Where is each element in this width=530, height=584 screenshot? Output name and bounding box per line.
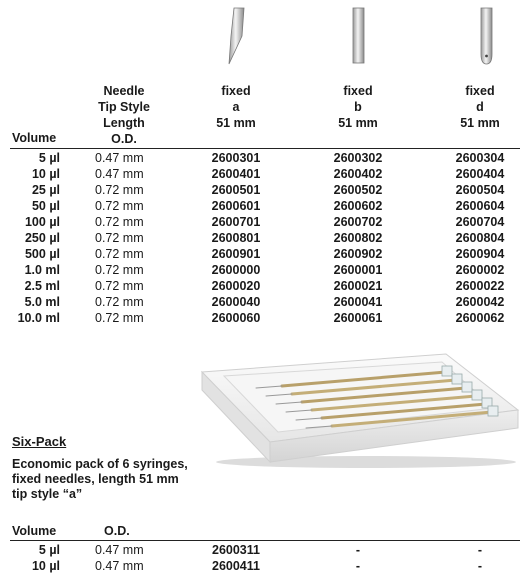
table-row (0, 246, 530, 262)
part-number-b: 2600802 (333, 231, 383, 245)
od-cell: 0.72 mm (95, 199, 144, 213)
part-number-b: 2600402 (333, 167, 383, 181)
sixpack-title: Six-Pack (12, 434, 67, 449)
volume-cell: 100 µl (24, 215, 60, 229)
table-row (0, 294, 530, 310)
sixpack-desc-line2: fixed needles, length 51 mm (12, 472, 179, 486)
od-cell: 0.72 mm (95, 263, 144, 277)
volume-cell: 250 µl (24, 231, 60, 245)
sixpack-desc-line1: Economic pack of 6 syringes, (12, 457, 188, 471)
part-number-d: - (477, 559, 483, 573)
table-row (0, 166, 530, 182)
sixpack-od-header: O.D. (104, 524, 130, 538)
part-number-d: 2600904 (455, 247, 505, 261)
volume-cell: 5.0 ml (24, 295, 60, 309)
column-tip: a (232, 100, 240, 114)
column-length: 51 mm (338, 116, 378, 130)
part-number-a: 2600401 (211, 167, 261, 181)
od-cell: 0.72 mm (95, 231, 144, 245)
table-row (0, 558, 530, 574)
part-number-a: 2600411 (212, 559, 260, 573)
volume-cell: 1.0 ml (24, 263, 60, 277)
table-row (0, 198, 530, 214)
needle-header (82, 83, 166, 147)
od-cell: 0.72 mm (95, 295, 144, 309)
column-style: fixed (343, 84, 373, 98)
od-cell: 0.47 mm (95, 543, 144, 557)
part-number-b: 2600702 (333, 215, 383, 229)
volume-cell: 500 µl (24, 247, 60, 261)
column-style: fixed (221, 84, 251, 98)
part-number-a: 2600301 (211, 151, 261, 165)
volume-cell: 10 µl (31, 559, 60, 573)
od-cell: 0.72 mm (95, 215, 144, 229)
od-cell: 0.47 mm (95, 151, 144, 165)
part-number-a: 2600601 (211, 199, 261, 213)
od-cell: 0.72 mm (95, 183, 144, 197)
part-number-a: 2600701 (211, 215, 261, 229)
table-row (0, 278, 530, 294)
part-number-b: 2600041 (333, 295, 383, 309)
part-number-b: 2600902 (333, 247, 383, 261)
sixpack-description (12, 457, 212, 502)
part-number-d: - (477, 543, 483, 557)
part-number-d: 2600022 (455, 279, 505, 293)
part-number-d: 2600304 (455, 151, 505, 165)
column-header-b (308, 83, 408, 131)
volume-cell: 10.0 ml (17, 311, 60, 325)
column-length: 51 mm (460, 116, 500, 130)
needle-header-line3: Length (103, 116, 145, 130)
column-tip: d (476, 100, 484, 114)
part-number-a: 2600501 (211, 183, 261, 197)
part-number-a: 2600060 (211, 311, 261, 325)
table-row (0, 230, 530, 246)
part-number-a: 2600020 (211, 279, 261, 293)
needle-tip-b-icon (344, 6, 374, 66)
column-header-d (430, 83, 530, 131)
table-divider (10, 148, 520, 149)
needle-header-line1: Needle (103, 84, 145, 98)
part-number-b: 2600602 (333, 199, 383, 213)
part-number-a: 2600040 (211, 295, 261, 309)
part-number-a: 2600801 (211, 231, 261, 245)
part-number-d: 2600504 (455, 183, 505, 197)
part-number-b: 2600061 (333, 311, 383, 325)
volume-cell: 5 µl (38, 543, 60, 557)
part-number-d: 2600404 (455, 167, 505, 181)
needle-tip-a-icon (222, 6, 252, 66)
product-table (0, 150, 530, 326)
part-number-b: 2600021 (333, 279, 383, 293)
part-number-b: - (355, 543, 361, 557)
od-cell: 0.47 mm (95, 559, 144, 573)
sixpack-table (0, 542, 530, 574)
table-row (0, 262, 530, 278)
part-number-d: 2600604 (455, 199, 505, 213)
part-number-a: 2600000 (211, 263, 261, 277)
table-row (0, 310, 530, 326)
table-row (0, 214, 530, 230)
column-header-a (186, 83, 286, 131)
needle-header-line2: Tip Style (98, 100, 150, 114)
column-style: fixed (465, 84, 495, 98)
table-row (0, 542, 530, 558)
od-cell: 0.72 mm (95, 247, 144, 261)
sixpack-divider (10, 540, 520, 541)
part-number-b: 2600502 (333, 183, 383, 197)
part-number-d: 2600704 (455, 215, 505, 229)
volume-header: Volume (12, 131, 57, 145)
volume-cell: 25 µl (31, 183, 60, 197)
part-number-b: - (355, 559, 361, 573)
part-number-d: 2600042 (455, 295, 505, 309)
sixpack-volume-header: Volume (12, 524, 57, 538)
volume-cell: 2.5 ml (24, 279, 60, 293)
volume-cell: 50 µl (31, 199, 60, 213)
table-row (0, 182, 530, 198)
part-number-b: 2600302 (333, 151, 383, 165)
part-number-d: 2600804 (455, 231, 505, 245)
volume-cell: 10 µl (31, 167, 60, 181)
syringe-tray-image (196, 350, 522, 470)
column-tip: b (354, 100, 362, 114)
table-row (0, 150, 530, 166)
part-number-d: 2600002 (455, 263, 505, 277)
needle-tip-d-icon (472, 6, 502, 66)
part-number-b: 2600001 (333, 263, 383, 277)
part-number-a: 2600901 (211, 247, 261, 261)
od-cell: 0.47 mm (95, 167, 144, 181)
column-length: 51 mm (216, 116, 256, 130)
part-number-d: 2600062 (455, 311, 505, 325)
od-cell: 0.72 mm (95, 311, 144, 325)
sixpack-desc-line3: tip style “a” (12, 487, 83, 501)
od-cell: 0.72 mm (95, 279, 144, 293)
needle-header-line4: O.D. (111, 132, 137, 146)
volume-cell: 5 µl (38, 151, 60, 165)
part-number-a: 2600311 (212, 543, 260, 557)
